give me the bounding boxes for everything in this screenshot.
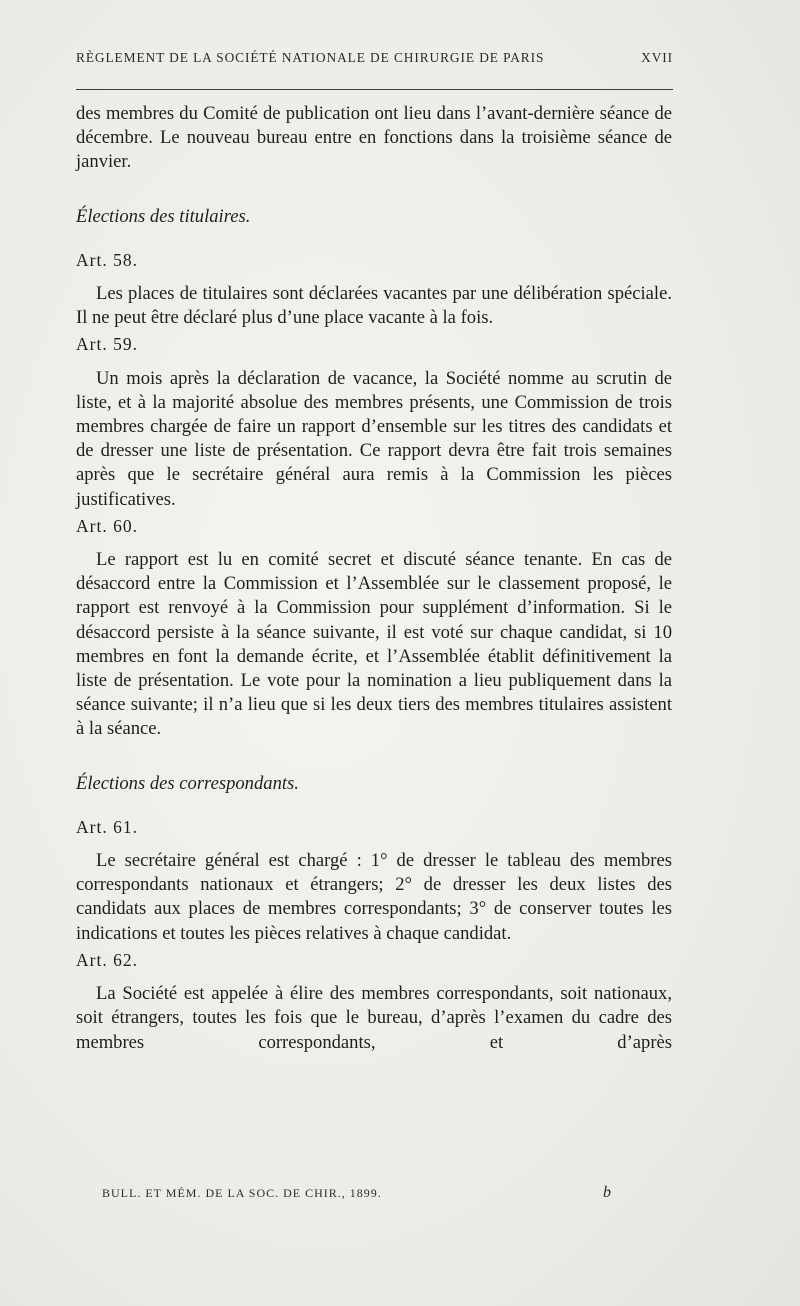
header-rule [76,89,673,90]
article-60-label: Art. 60. [76,515,138,536]
article-58-label: Art. 58. [76,249,138,270]
page-number: XVII [641,50,673,65]
article-60-text: Le rapport est lu en comité secret et discuté séance tenante. En cas de désaccord entre la Commission et l’Assemblée sur le classement proposé, le rapport est renvoyé à la Commission pour supplément d’information. Si le désaccord persiste à la séance suivante, il est voté sur chaque candidat, si 10 membres en font la demande écrite, et l’Assemblée établit définitivement la liste de présentation. Le vote pour la nomination a lieu publiquement dans la séance suivante; il n’a lieu que si les deux tiers des membres titulaires assistent à la séance. [76,549,672,740]
body-text [76,102,672,1055]
article-61-text: Le secrétaire général est chargé : 1° de dresser le tableau des membres correspondants nationaux et étrangers; 2° de dresser les deux listes des candidats aux places de membres correspondants; 3° de conserver toutes les indications et toutes les pièces relatives à chaque candidat. [76,850,672,944]
running-head-title: RÈGLEMENT DE LA SOCIÉTÉ NATIONALE DE CHIRURGIE DE PARIS [76,50,545,65]
article-62-label: Art. 62. [76,949,138,970]
page-footer [102,1186,612,1201]
article-58-text: Les places de titulaires sont déclarées vacantes par une délibération spéciale. Il ne peut être déclaré plus d’une place vacante à la fois. [76,283,672,329]
section-heading-titulaires: Élections des titulaires. [76,205,251,227]
article-61-label: Art. 61. [76,816,138,837]
article-62-text: La Société est appelée à élire des membres correspondants, soit nationaux, soit étrangers, toutes les fois que le bureau, d’après l’examen du cadre des membres correspondants, et d’après [76,983,672,1053]
paragraph-continuation: des membres du Comité de publication ont lieu dans l’avant-dernière séance de décembre. Le nouveau bureau entre en fonctions dans la troisième séance de janvier. [76,103,672,173]
footer-citation: BULL. ET MÉM. DE LA SOC. DE CHIR., 1899. [102,1186,382,1200]
article-59-text: Un mois après la déclaration de vacance, la Société nomme au scrutin de liste, et à la majorité absolue des membres présents, une Commission de trois membres chargée de faire un rapport d’ensemble sur les titres des candidats et de dresser une liste de présentation. Ce rapport devra être fait trois semaines après que le secrétaire général aura remis à la Commission les pièces justificatives. [76,367,672,510]
signature-mark: b [603,1184,612,1201]
article-59-label: Art. 59. [76,334,138,355]
section-heading-correspondants: Élections des correspondants. [76,772,299,794]
